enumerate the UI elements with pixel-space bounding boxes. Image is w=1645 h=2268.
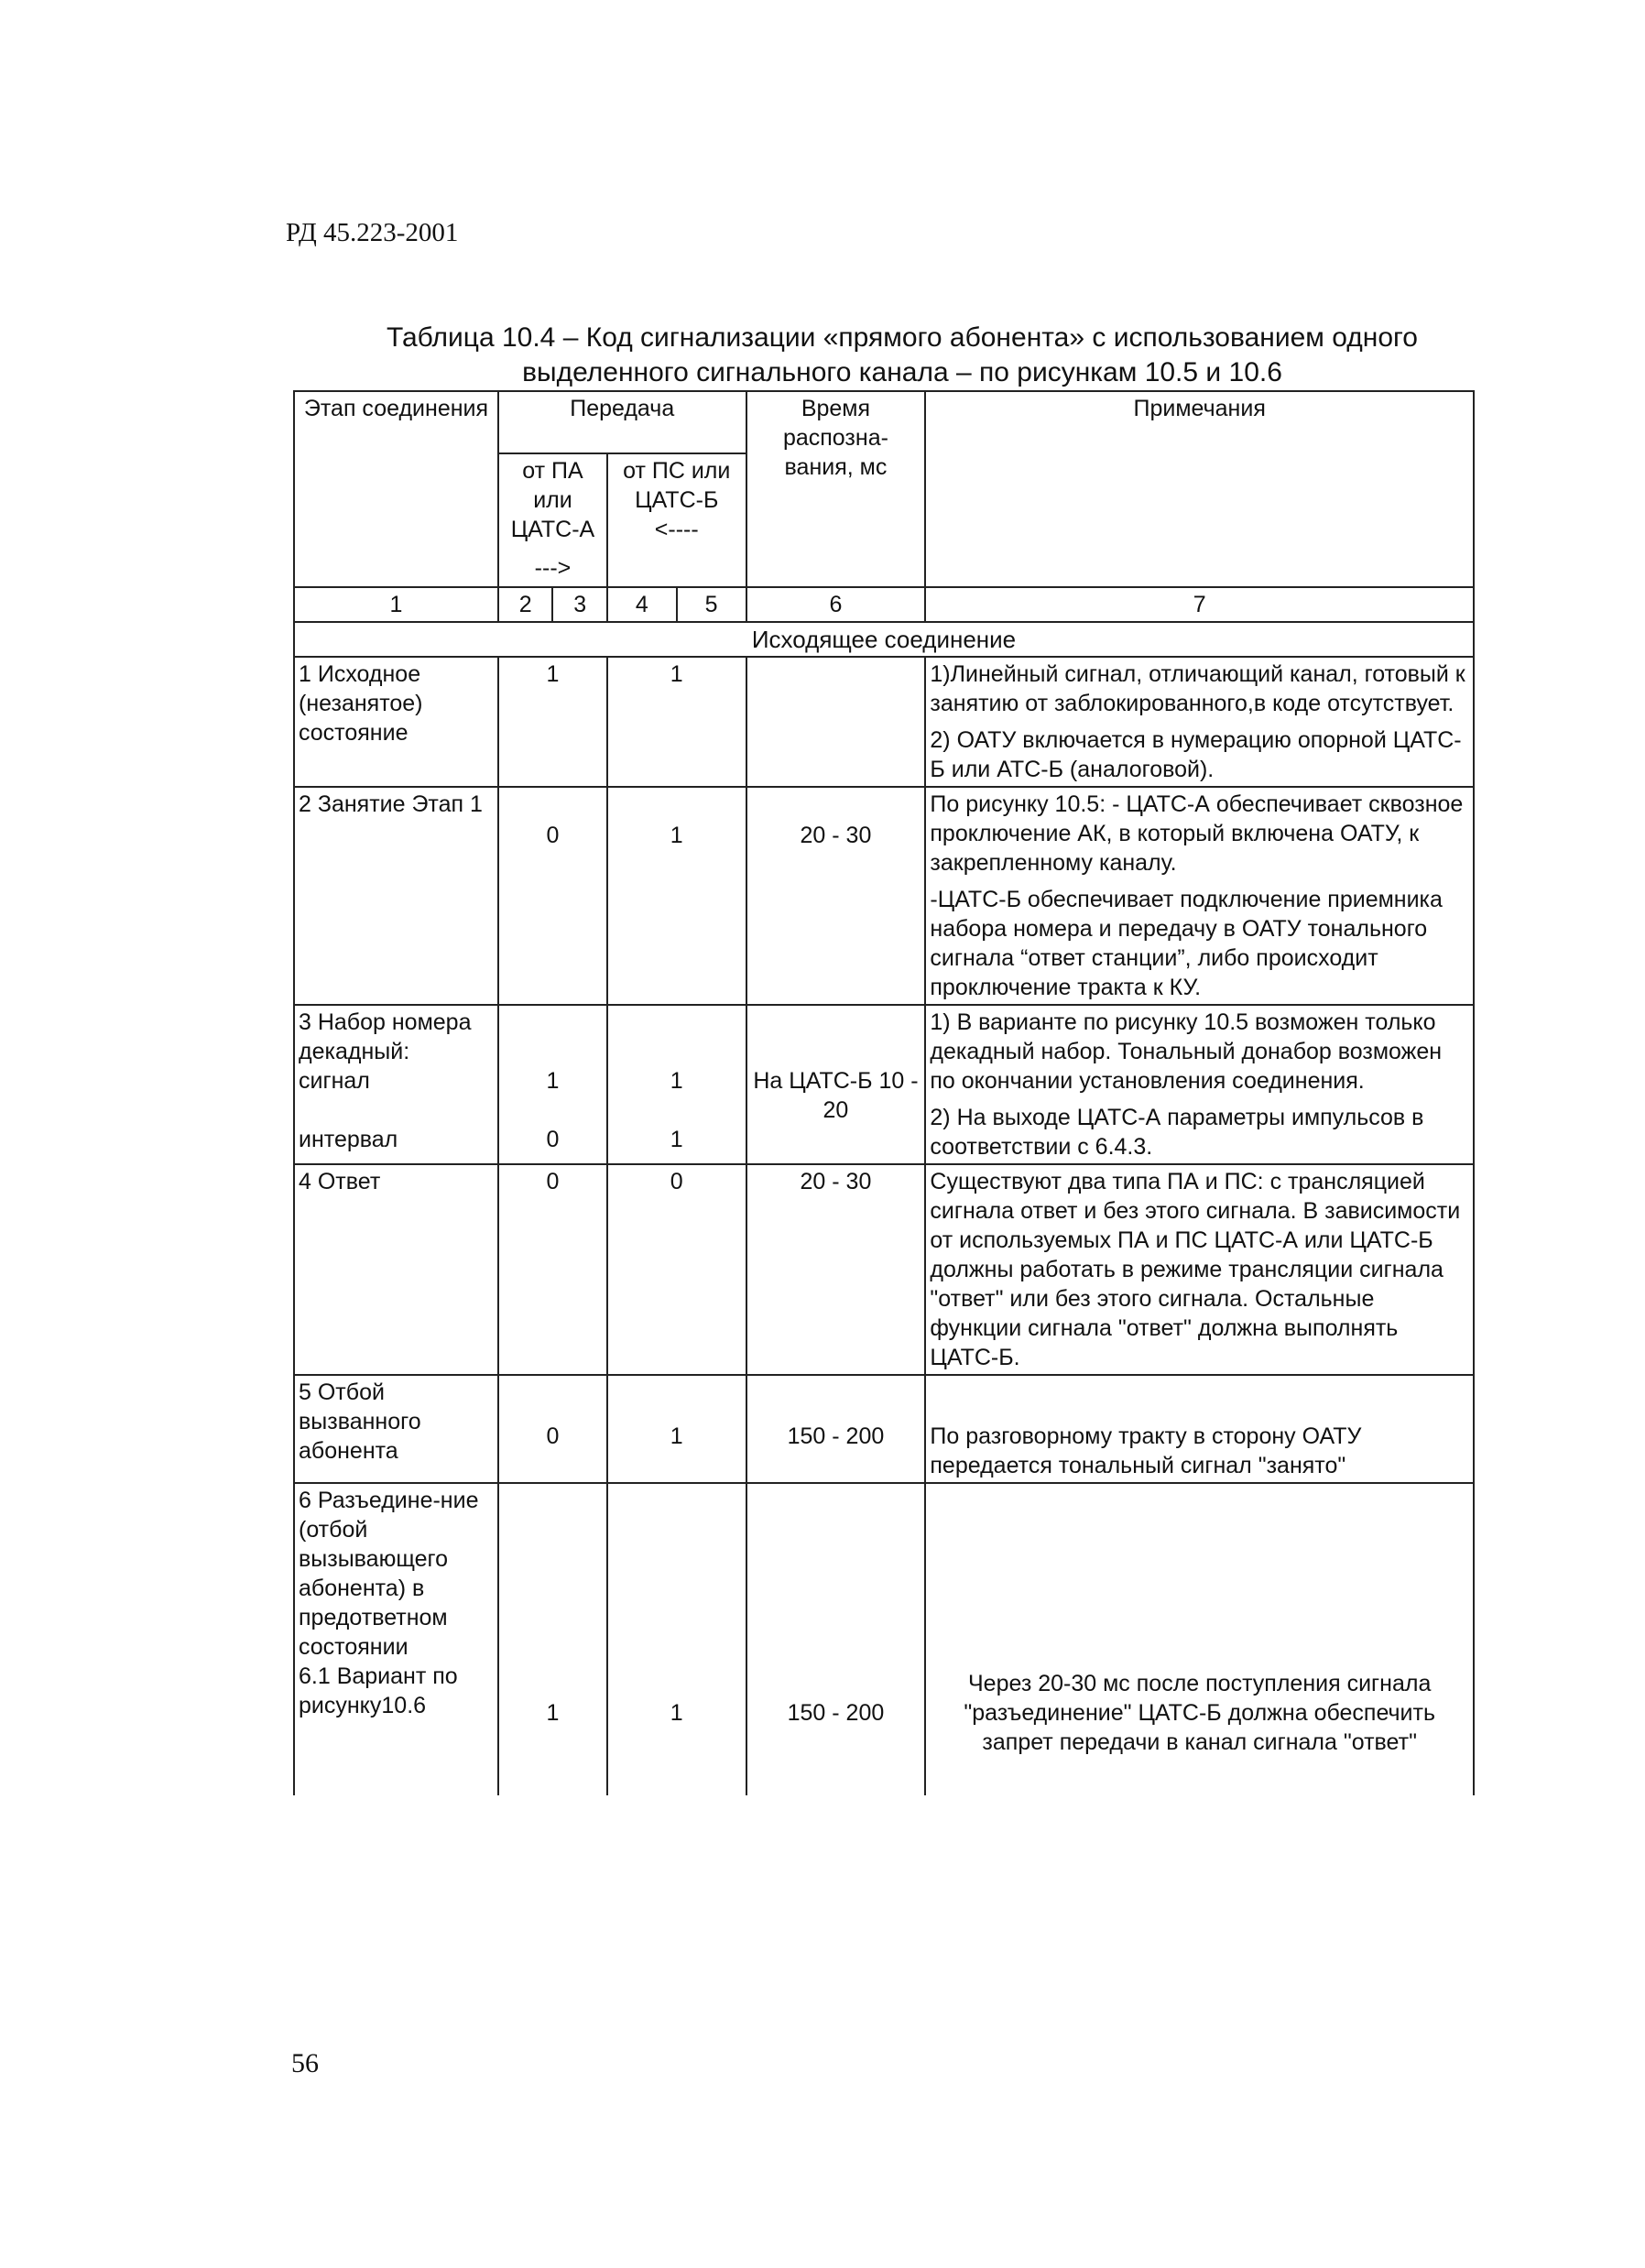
row-value-b: 0	[607, 1164, 746, 1375]
table-caption	[302, 321, 1502, 390]
value-signal: 1	[546, 1068, 560, 1094]
col-number-1: 1	[294, 587, 498, 622]
row-value-a: 1	[498, 1483, 607, 1795]
note-paragraph: Существуют два типа ПА и ПС: с трансляцией сигнала ответ и без этого сигнала. В зависимости от используемых ПА и ПС ЦАТС-А или ЦАТС-Б должны работать в режиме трансляции сигнала "ответ" или без этого сигнала. Остальные функции сигнала "ответ" должна выполнять ЦАТС-Б.	[930, 1169, 1461, 1370]
page-number: 56	[291, 2048, 319, 2078]
caption-line-2: выделенного сигнального канала – по рисункам 10.5 и 10.6	[522, 357, 1282, 387]
note-paragraph: 1) В варианте по рисунку 10.5 возможен только декадный набор. Тональный донабор возможен по окончании установления соединения.	[930, 1009, 1443, 1094]
table-row	[294, 1483, 1474, 1795]
note-paragraph: 1)Линейный сигнал, отличающий канал, готовый к занятию от заблокированного,в коде отсутствует.	[930, 661, 1465, 716]
col-number-7: 7	[925, 587, 1474, 622]
signaling-table	[293, 390, 1475, 1795]
row-stage	[294, 1005, 498, 1164]
column-number-row	[294, 587, 1474, 622]
table-row	[294, 1005, 1474, 1164]
row-value-b: 1	[607, 787, 746, 1005]
caption-line-1: Таблица 10.4 – Код сигнализации «прямого абонента» с использованием одного	[387, 322, 1418, 353]
row-time: 20 - 30	[746, 1164, 926, 1375]
row-value-b: 1	[607, 1483, 746, 1795]
row-value-a: 0	[498, 787, 607, 1005]
row-value-a: 0	[498, 1164, 607, 1375]
col-number-5: 5	[677, 587, 746, 622]
header-from-ps-label: от ПС или ЦАТС-Б	[623, 458, 731, 513]
note-paragraph: Через 20-30 мс после поступления сигнала "разъединение" ЦАТС-Б должна обеспечить запрет передачи в канал сигнала "ответ"	[964, 1671, 1435, 1755]
header-stage: Этап соединения	[294, 391, 498, 587]
row-value-a: 1	[498, 657, 607, 787]
row-stage: 4 Ответ	[294, 1164, 498, 1375]
header-row-1	[294, 391, 1474, 453]
row-notes	[925, 787, 1474, 1005]
note-paragraph: -ЦАТС-Б обеспечивает подключение приемника набора номера и передачу в ОАТУ тонального сигнала “ответ станции”, либо происходит проключение тракта к КУ.	[930, 887, 1443, 1000]
note-paragraph: По разговорному тракту в сторону ОАТУ передается тональный сигнал "занято"	[930, 1423, 1362, 1478]
row-stage: 5 Отбой вызванного абонента	[294, 1375, 498, 1483]
stage-line: интервал	[299, 1127, 398, 1152]
header-notes: Примечания	[925, 391, 1474, 587]
row-time: На ЦАТС-Б 10 - 20	[746, 1005, 926, 1164]
value-interval: 1	[670, 1127, 683, 1152]
value-interval: 0	[546, 1127, 560, 1152]
stage-line: 6.1 Вариант по рисунку10.6	[299, 1663, 458, 1718]
row-value-b: 1	[607, 1375, 746, 1483]
header-transfer: Передача	[498, 391, 746, 453]
stage-line: 6 Разъедине-ние (отбой вызывающего абонента) в предответном состоянии	[299, 1488, 479, 1660]
row-notes	[925, 1483, 1474, 1795]
stage-line: 3 Набор номера декадный:	[299, 1009, 472, 1064]
note-paragraph: 2) На выходе ЦАТС-А параметры импульсов в соответствии с 6.4.3.	[930, 1105, 1424, 1160]
table-row	[294, 1375, 1474, 1483]
header-from-pa	[498, 453, 607, 587]
row-time: 20 - 30	[746, 787, 926, 1005]
section-row	[294, 622, 1474, 657]
row-time: 150 - 200	[746, 1483, 926, 1795]
row-value-a: 0	[498, 1375, 607, 1483]
col-number-2: 2	[498, 587, 553, 622]
row-time	[746, 657, 926, 787]
table-row	[294, 787, 1474, 1005]
row-stage	[294, 1483, 498, 1795]
row-notes	[925, 1005, 1474, 1164]
header-from-ps	[607, 453, 746, 587]
value-signal: 1	[670, 1068, 683, 1094]
row-value-b	[607, 1005, 746, 1164]
document-code: РД 45.223-2001	[286, 218, 459, 247]
section-title: Исходящее соединение	[294, 622, 1474, 657]
table-row	[294, 657, 1474, 787]
stage-line: сигнал	[299, 1068, 370, 1094]
arrow-left: <----	[654, 517, 699, 542]
row-notes	[925, 1375, 1474, 1483]
row-notes	[925, 657, 1474, 787]
note-paragraph: 2) ОАТУ включается в нумерацию опорной ЦАТС-Б или АТС-Б (аналоговой).	[930, 727, 1462, 782]
note-paragraph: По рисунку 10.5: - ЦАТС-А обеспечивает сквозное проключение АК, в который включена ОАТУ, к закрепленному каналу.	[930, 791, 1464, 876]
row-time: 150 - 200	[746, 1375, 926, 1483]
header-from-pa-label: от ПА или ЦАТС-А	[510, 458, 595, 542]
col-number-3: 3	[552, 587, 607, 622]
row-stage: 1 Исходное (незанятое) состояние	[294, 657, 498, 787]
header-time: Время распозна-вания, мс	[746, 391, 926, 587]
col-number-4: 4	[607, 587, 677, 622]
row-notes	[925, 1164, 1474, 1375]
col-number-6: 6	[746, 587, 926, 622]
row-value-b: 1	[607, 657, 746, 787]
row-value-a	[498, 1005, 607, 1164]
row-stage: 2 Занятие Этап 1	[294, 787, 498, 1005]
arrow-right: --->	[534, 555, 572, 581]
table-row	[294, 1164, 1474, 1375]
